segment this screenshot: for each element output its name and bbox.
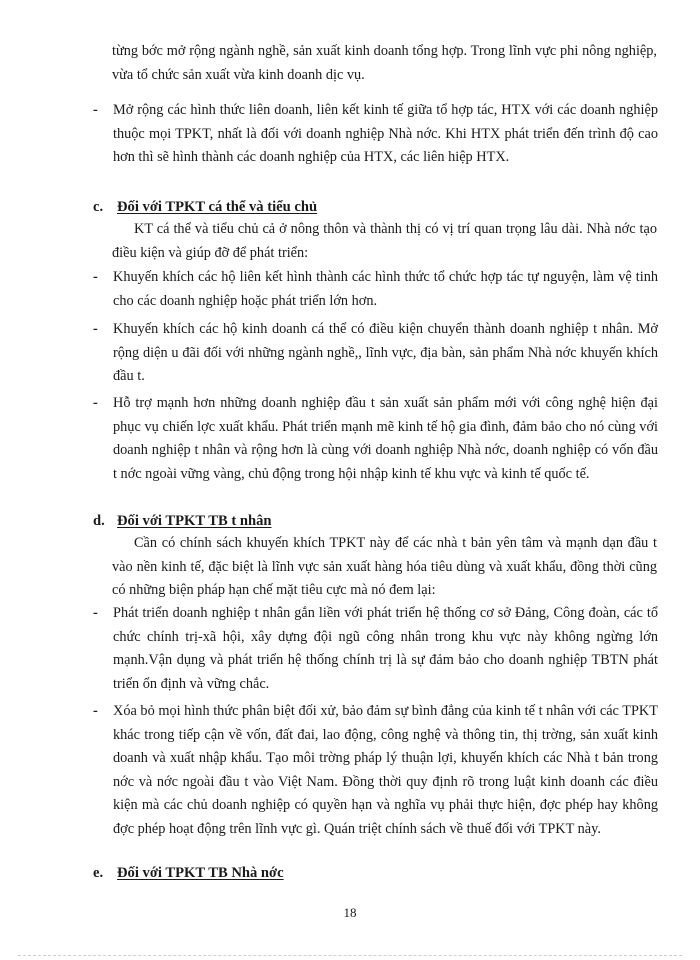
paragraph: Cần có chính sách khuyến khích TPKT này để các nhà t bản yên tâm và mạnh dạn đầu t vào nền kinh tế, đặc biệt là lĩnh vực sản xuất hàng hóa tiêu dùng và xuất khẩu, đồng thời cũng có những biện pháp hạn chế mặt tiêu cực mà nó đem lại: bbox=[112, 535, 657, 599]
bullet-dash: - bbox=[93, 321, 98, 337]
section-heading-c bbox=[93, 196, 317, 218]
section-heading-e bbox=[93, 862, 284, 884]
heading-letter: e. bbox=[93, 865, 104, 881]
bullet-item bbox=[93, 99, 658, 170]
bullet-text: Khuyến khích các hộ liên kết hình thành các hình thức tổ chức hợp tác tự nguyện, làm vệ tinh cho các doanh nghiệp hoặc phát triển lớn hơn. bbox=[113, 269, 658, 309]
bullet-text: Hỗ trợ mạnh hơn những doanh nghiệp đầu t sản xuất sản phẩm mới với công nghệ hiện đại phục vụ chiến lợc xuất khẩu. Phát triển mạnh mẽ kinh tế hộ gia đình, đảm bảo cho nó cùng với doanh nghiệp t nhân và rộng hơn là cùng với doanh nghiệp Nhà nớc, doanh nghiệp có vốn đầu t nớc ngoài vững vàng, chủ động trong hội nhập kinh tế khu vực và kinh tế quốc tế. bbox=[113, 395, 658, 482]
bullet-text: Khuyến khích các hộ kinh doanh cá thể có điều kiện chuyển thành doanh nghiệp t nhân. Mở rộng diện u đãi đối với những ngành nghề,, lĩnh vực, địa bàn, sản phẩm Nhà nớc khuyến khích đầu t. bbox=[113, 321, 658, 385]
bullet-text: Xóa bỏ mọi hình thức phân biệt đối xử, bảo đảm sự bình đẳng của kinh tế t nhân với các TPKT khác trong tiếp cận về vốn, đất đai, lao động, công nghệ và thông tin, thị trờng, sản xuất kinh doanh và xuất nhập khẩu. Tạo môi trờng pháp lý thuận lợi, khuyến khích các Nhà t bản trong nớc và nớc ngoài đầu t vào Việt Nam. Đồng thời quy định rõ trong luật kinh doanh các điều kiện mà các chủ doanh nghiệp có quyền hạn và nghĩa vụ phải thực hiện, đợc phép hay không đợc phép hoạt động trên lĩnh vực gì. Quán triệt chính sách về thuế đối với TPKT này. bbox=[113, 703, 658, 837]
bullet-dash: - bbox=[93, 269, 98, 285]
section-heading-d bbox=[93, 510, 271, 532]
page-number: 18 bbox=[343, 905, 357, 920]
bullet-text: Phát triển doanh nghiệp t nhân gắn liền với phát triển hệ thống cơ sở Đảng, Công đoàn, các tổ chức chính trị-xã hội, xây dựng đội ngũ công nhân trong khu vực này không ngừng lớn mạnh.Vận dụng và phát triển hệ thống chính trị là sự đảm bảo cho doanh nghiệp TBTN phát triển ổn định và vững chắc. bbox=[113, 605, 658, 692]
bullet-item bbox=[93, 318, 658, 389]
bullet-dash: - bbox=[93, 102, 98, 118]
heading-text: Đối với TPKT TB t nhân bbox=[117, 513, 272, 529]
paragraph-continuation: từng bớc mở rộng ngành nghề, sản xuất kinh doanh tổng hợp. Trong lĩnh vực phi nông nghiệp, vừa tổ chức sản xuất vừa kinh doanh dịc vụ. bbox=[112, 43, 657, 83]
heading-text: Đối với TPKT cá thể và tiểu chủ bbox=[117, 199, 318, 215]
paragraph: KT cá thể và tiểu chủ cả ở nông thôn và thành thị có vị trí quan trọng lâu dài. Nhà nớc tạo điều kiện và giúp đỡ để phát triển: bbox=[112, 221, 657, 261]
bullet-dash: - bbox=[93, 395, 98, 411]
bullet-item bbox=[93, 602, 658, 696]
bullet-item bbox=[93, 700, 658, 842]
bullet-dash: - bbox=[93, 605, 98, 621]
bullet-dash: - bbox=[93, 703, 98, 719]
bullet-item bbox=[93, 392, 658, 486]
page-bottom-divider bbox=[18, 955, 682, 956]
heading-text: Đối với TPKT TB Nhà nớc bbox=[117, 865, 284, 881]
bullet-item bbox=[93, 266, 658, 313]
heading-letter: d. bbox=[93, 513, 105, 529]
heading-letter: c. bbox=[93, 199, 104, 215]
bullet-text: Mở rộng các hình thức liên doanh, liên kết kinh tế giữa tổ hợp tác, HTX với các doanh nghiệp thuộc mọi TPKT, nhất là đối với doanh nghiệp Nhà nớc. Khi HTX phát triển đến trình độ cao hơn thì sẽ hình thành các doanh nghiệp của HTX, các liên hiệp HTX. bbox=[113, 102, 658, 166]
